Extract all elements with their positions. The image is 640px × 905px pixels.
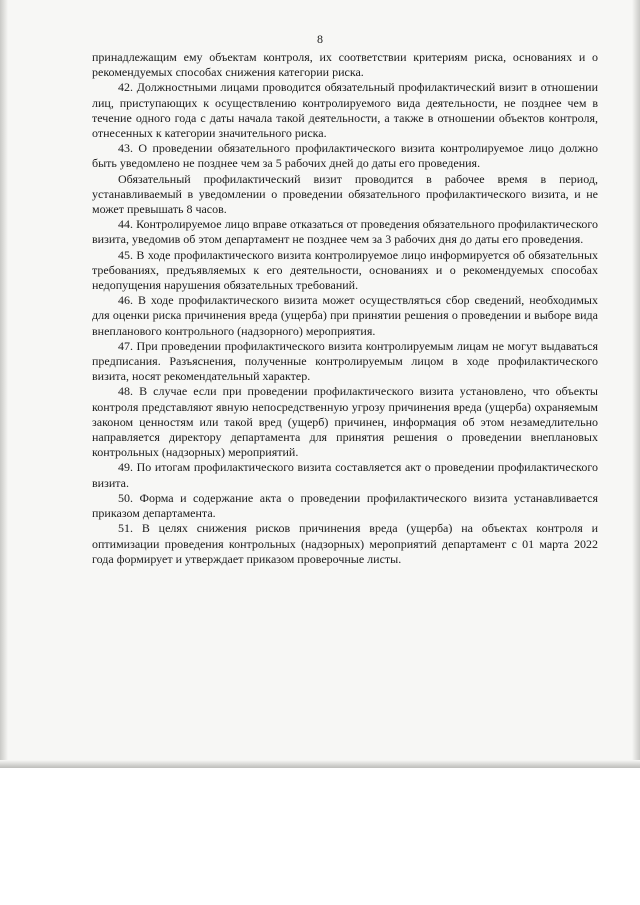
paragraph-continuation: принадлежащим ему объектам контроля, их соответствии критериям риска, основаниях и о рекомендуемых способах снижения категории риска. — [92, 50, 598, 80]
scan-shadow-right — [632, 0, 640, 768]
paragraph-43: 43. О проведении обязательного профилактического визита контролируемое лицо должно быть уведомлено не позднее чем за 5 рабочих дней до даты его проведения. — [92, 141, 598, 171]
paragraph-51: 51. В целях снижения рисков причинения вреда (ущерба) на объектах контроля и оптимизации проведения контрольных (надзорных) мероприятий департамент с 01 марта 2022 года формирует и утверждает приказом проверочные листы. — [92, 521, 598, 566]
paragraph-44: 44. Контролируемое лицо вправе отказаться от проведения обязательного профилактического визита, уведомив об этом департамент не позднее чем за 3 рабочих дня до даты его проведения. — [92, 217, 598, 247]
paragraph-50: 50. Форма и содержание акта о проведении профилактического визита устанавливается приказом департамента. — [92, 490, 598, 521]
scan-shadow-left — [0, 0, 8, 768]
page-number: 8 — [317, 32, 323, 46]
paragraph-42: 42. Должностными лицами проводится обязательный профилактический визит в отношении лиц, приступающих к осуществлению контролируемого вида деятельности, не позднее чем в течение одного года с даты начала такой деятельности, а также в отношении объектов контроля, отнесенных к категории значительного риска. — [92, 80, 598, 141]
paragraph-43-continued: Обязательный профилактический визит проводится в рабочее время в период, устанавливаемый в уведомлении о проведении обязательного профилактического визита, и не может превышать 8 часов. — [92, 171, 598, 217]
paragraph-45: 45. В ходе профилактического визита контролируемое лицо информируется об обязательных требованиях, предъявляемых к его деятельности, основаниях и о рекомендуемых способах недопущения нарушения обязательных требований. — [92, 247, 598, 293]
paragraph-49: 49. По итогам профилактического визита составляется акт о проведении профилактического визита. — [92, 460, 598, 490]
document-body — [92, 50, 598, 567]
paragraph-48: 48. В случае если при проведении профилактического визита установлено, что объекты контроля представляют явную непосредственную угрозу причинения вреда (ущерба) охраняемым законом ценностям или такой вред (ущерб) причинен, информация об этом незамедлительно направляется директору департамента для принятия решения о проведении внеплановых контрольных (надзорных) мероприятий. — [92, 384, 598, 460]
paragraph-47: 47. При проведении профилактического визита контролируемым лицам не могут выдаваться предписания. Разъяснения, полученные контролируемым лицом в ходе профилактического визита, носят рекомендательный характер. — [92, 338, 598, 384]
scan-shadow-bottom — [0, 760, 640, 768]
paragraph-46: 46. В ходе профилактического визита может осуществляться сбор сведений, необходимых для оценки риска причинения вреда (ущерба) при принятии решения о проведении и выборе вида внепланового контрольного (надзорного) мероприятия. — [92, 293, 598, 338]
